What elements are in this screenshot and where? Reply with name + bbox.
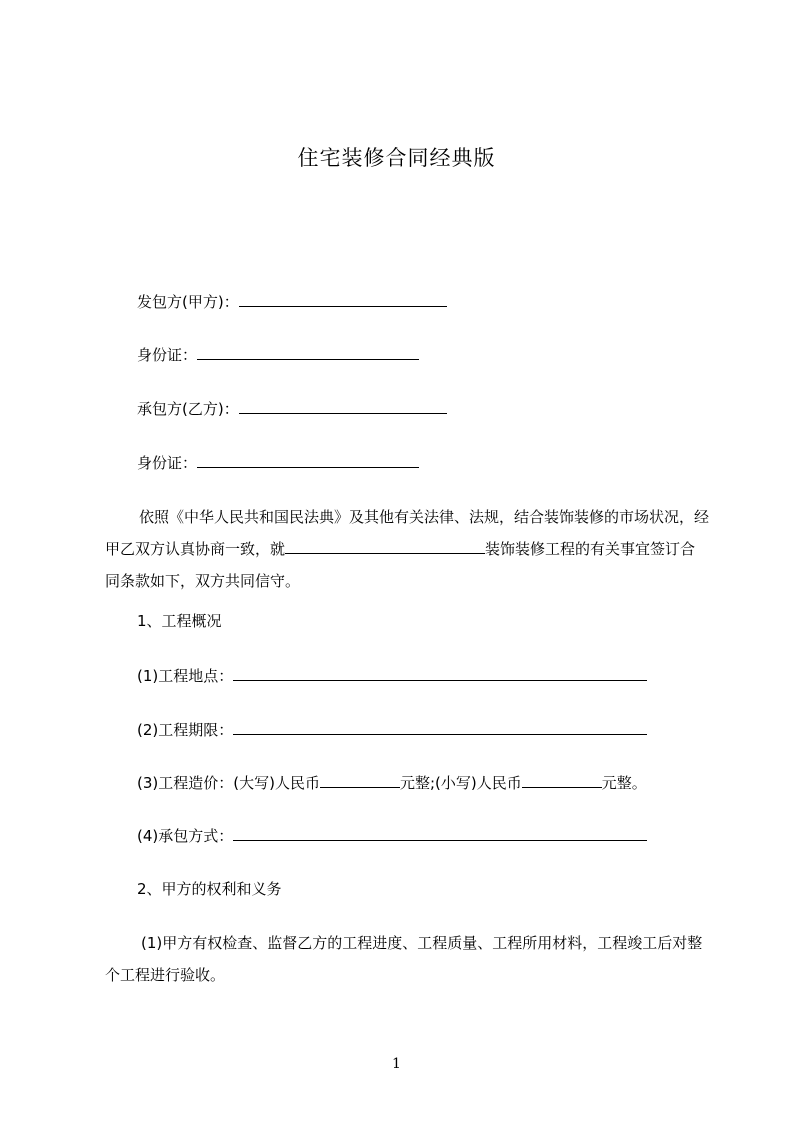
intro-text-1: 依照《中华人民共和国民法典》及其他有关法律、法规，结合装饰装修的市场状况，经甲乙双方认真协商一致，就 [105,508,710,558]
id-label-2: 身份证： [137,454,198,472]
item1-blank[interactable] [233,665,647,681]
section2-title: 2、甲方的权利和义务 [137,880,282,898]
id-label-1: 身份证： [137,346,198,364]
party-a-row [137,291,447,312]
intro-paragraph [105,501,710,597]
id-row-1 [137,344,419,365]
item3-mid: 元整;(小写)人民币 [399,774,522,792]
party-b-blank[interactable] [239,398,447,414]
page-number: 1 [392,1056,401,1072]
document-title: 住宅装修合同经典版 [297,146,496,170]
id-row-2 [137,452,419,473]
item3-lowercase-blank[interactable] [522,772,602,788]
party-a-blank[interactable] [239,291,447,307]
intro-text-2: 装饰装修工程的有关事宜签订合同条款如下，双方共同信守。 [105,540,696,590]
item3-end: 元整。 [601,774,647,792]
item3-row [137,772,647,793]
item4-label: (4)承包方式： [137,827,234,845]
item2-label: (2)工程期限： [137,721,234,739]
id-blank-1[interactable] [197,344,419,360]
item3-label: (3)工程造价：(大写)人民币 [137,774,320,792]
party-b-row [137,398,447,419]
section1-title: 1、工程概况 [137,612,222,630]
item4-row [137,825,647,846]
item1-label: (1)工程地点： [137,667,234,685]
clause2-1: (1)甲方有权检查、监督乙方的工程进度、工程质量、工程所用材料，工程竣工后对整个工程进行验收。 [105,934,703,984]
party-b-label: 承包方(乙方)： [137,400,239,418]
item1-row [137,665,647,686]
project-name-blank[interactable] [285,538,485,554]
item3-uppercase-blank[interactable] [320,772,400,788]
party-a-label: 发包方(甲方)： [137,293,239,311]
id-blank-2[interactable] [197,452,419,468]
item2-row [137,719,647,740]
item4-blank[interactable] [233,825,647,841]
item2-blank[interactable] [233,719,647,735]
